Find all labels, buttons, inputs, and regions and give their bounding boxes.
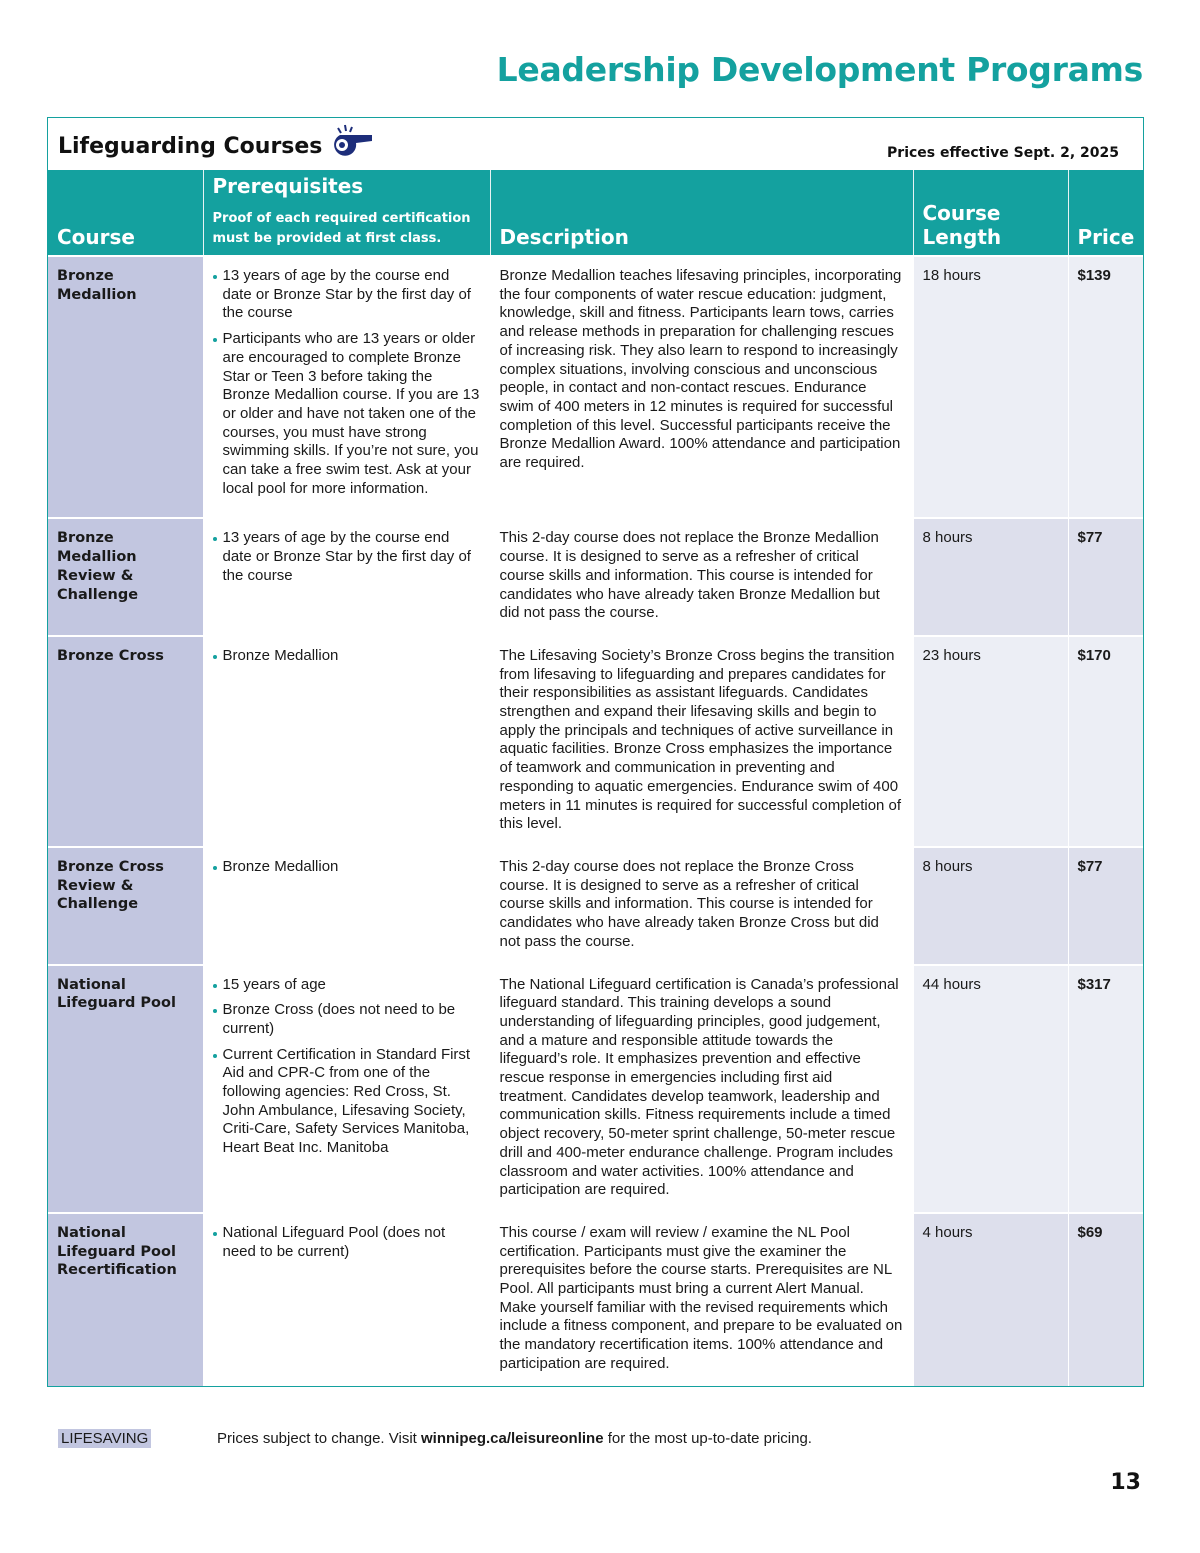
course-price: $317 bbox=[1068, 965, 1143, 1213]
course-name: National Lifeguard Pool Recertification bbox=[48, 1213, 203, 1386]
prerequisite-item: National Lifeguard Pool (does not need to be current) bbox=[213, 1224, 481, 1261]
header-prerequisites-note: Proof of each required certification must be provided at first class. bbox=[212, 211, 471, 246]
course-price: $69 bbox=[1068, 1213, 1143, 1386]
prerequisites-cell bbox=[203, 636, 490, 847]
course-length: 23 hours bbox=[913, 636, 1068, 847]
prerequisite-item: 13 years of age by the course end date or Bronze Star by the first day of the course bbox=[213, 267, 481, 323]
pricing-note-text: Prices subject to change. Visit bbox=[217, 1430, 421, 1447]
course-length: 4 hours bbox=[913, 1213, 1068, 1386]
table-row bbox=[48, 1213, 1143, 1386]
lifeguarding-courses-table bbox=[47, 117, 1144, 1387]
header-course-length: Course Length bbox=[913, 170, 1068, 256]
prerequisite-item: Bronze Medallion bbox=[213, 858, 481, 877]
course-length: 8 hours bbox=[913, 847, 1068, 965]
prerequisites-list bbox=[213, 529, 481, 585]
course-price: $77 bbox=[1068, 518, 1143, 636]
section-tag: LIFESAVING bbox=[58, 1429, 151, 1448]
course-description: This 2-day course does not replace the Bronze Cross course. It is designed to serve as a refresher of critical course skills and information. This course is intended for candidates who have already taken Bronze Cross but did not pass the course. bbox=[490, 847, 913, 965]
course-length: 18 hours bbox=[913, 256, 1068, 518]
course-name: Bronze Medallion bbox=[48, 256, 203, 518]
page-title: Leadership Development Programs bbox=[496, 50, 1143, 89]
section-header bbox=[48, 118, 1143, 170]
header-description: Description bbox=[490, 170, 913, 256]
course-length: 44 hours bbox=[913, 965, 1068, 1213]
prerequisites-cell bbox=[203, 847, 490, 965]
prerequisite-item: Bronze Cross (does not need to be current) bbox=[213, 1001, 481, 1038]
pricing-link[interactable]: winnipeg.ca/leisureonline bbox=[421, 1430, 604, 1447]
prerequisites-cell bbox=[203, 965, 490, 1213]
course-name: National Lifeguard Pool bbox=[48, 965, 203, 1213]
whistle-icon bbox=[326, 123, 374, 157]
pricing-note-tail: for the most up-to-date pricing. bbox=[603, 1430, 812, 1447]
prerequisite-item: Current Certification in Standard First Aid and CPR-C from one of the following agencies: Red Cross, St. John Ambulance, Lifesaving Society, Criti-Care, Safety Services Manitoba, Heart Beat Inc. Manitoba bbox=[213, 1046, 481, 1158]
table-row bbox=[48, 847, 1143, 965]
course-description: This course / exam will review / examine the NL Pool certification. Participants must give the examiner the prerequisites before the course starts. Prerequisites are NL Pool. All participants must bring a current Alert Manual. Make yourself familiar with the revised requirements which include a fitness component, and prepare to be evaluated on the mandatory recertification items. 100% attendance and participation are required. bbox=[490, 1213, 913, 1386]
prerequisite-item: Bronze Medallion bbox=[213, 647, 481, 666]
prerequisite-item: Participants who are 13 years or older are encouraged to complete Bronze Star or Teen 3 before taking the Bronze Medallion course. If you are 13 or older and have not taken one of the courses, you must have strong swimming skills. If you’re not sure, you can take a free swim test. Ask at your local pool for more information. bbox=[213, 330, 481, 498]
page-number: 13 bbox=[1110, 1470, 1141, 1495]
table-row bbox=[48, 965, 1143, 1213]
course-description: The Lifesaving Society’s Bronze Cross begins the transition from lifesaving to lifeguarding and prepares candidates for their responsibilities as assistant lifeguards. Candidates strengthen and expand their lifesaving skills and begin to apply the principals and techniques of active surveillance in aquatic facilities. Bronze Cross emphasizes the importance of teamwork and communication in preventing and responding to aquatic emergencies. Endurance swim of 400 meters in 11 minutes is required for successful completion of this level. bbox=[490, 636, 913, 847]
prerequisites-list bbox=[213, 976, 481, 1158]
course-name: Bronze Medallion Review & Challenge bbox=[48, 518, 203, 636]
prerequisites-list bbox=[213, 647, 481, 666]
header-prerequisites-label: Prerequisites bbox=[212, 174, 364, 198]
prerequisites-list bbox=[213, 267, 481, 498]
table-row bbox=[48, 518, 1143, 636]
courses-table bbox=[48, 170, 1143, 1386]
prerequisites-cell bbox=[203, 518, 490, 636]
section-title-wrap bbox=[58, 134, 374, 159]
course-description: This 2-day course does not replace the Bronze Medallion course. It is designed to serve as a refresher of critical course skills and information. This course is intended for candidates who have already taken Bronze Medallion but did not pass the course. bbox=[490, 518, 913, 636]
prerequisites-list bbox=[213, 858, 481, 877]
prerequisite-item: 13 years of age by the course end date or Bronze Star by the first day of the course bbox=[213, 529, 481, 585]
course-description: The National Lifeguard certification is Canada’s professional lifeguard standard. This training develops a sound understanding of lifeguarding principles, good judgement, and a mature and responsible attitude towards the lifeguard’s role. It emphasizes prevention and effective rescue response in emergencies including first aid treatment. Candidates develop teamwork, leadership and communication skills. Fitness requirements include a timed object recovery, 50-meter sprint challenge, 50-meter rescue drill and 400-meter endurance challenge. Program includes classroom and water activities. 100% attendance and participation are required. bbox=[490, 965, 913, 1213]
course-length: 8 hours bbox=[913, 518, 1068, 636]
section-title: Lifeguarding Courses bbox=[58, 134, 323, 159]
course-description: Bronze Medallion teaches lifesaving principles, incorporating the four components of water rescue education: judgment, knowledge, skill and fitness. Participants learn tows, carries and release methods in preparation for challenging rescues of increasing risk. They also learn to respond to increasingly complex situations, involving conscious and unconscious people, in contact and non-contact rescues. Endurance swim of 400 meters in 12 minutes is required for successful completion of this level. Successful participants receive the Bronze Medallion Award. 100% attendance and participation are required. bbox=[490, 256, 913, 518]
header-price: Price bbox=[1068, 170, 1143, 256]
course-price: $139 bbox=[1068, 256, 1143, 518]
table-header-row bbox=[48, 170, 1143, 256]
prerequisite-item: 15 years of age bbox=[213, 976, 481, 995]
header-course: Course bbox=[48, 170, 203, 256]
course-name: Bronze Cross bbox=[48, 636, 203, 847]
table-row bbox=[48, 636, 1143, 847]
prerequisites-cell bbox=[203, 256, 490, 518]
pricing-note bbox=[217, 1430, 812, 1447]
table-row bbox=[48, 256, 1143, 518]
prices-effective-date: Prices effective Sept. 2, 2025 bbox=[887, 145, 1119, 161]
course-price: $170 bbox=[1068, 636, 1143, 847]
prerequisites-cell bbox=[203, 1213, 490, 1386]
prerequisites-list bbox=[213, 1224, 481, 1261]
header-prerequisites bbox=[203, 170, 490, 256]
course-price: $77 bbox=[1068, 847, 1143, 965]
course-name: Bronze Cross Review & Challenge bbox=[48, 847, 203, 965]
